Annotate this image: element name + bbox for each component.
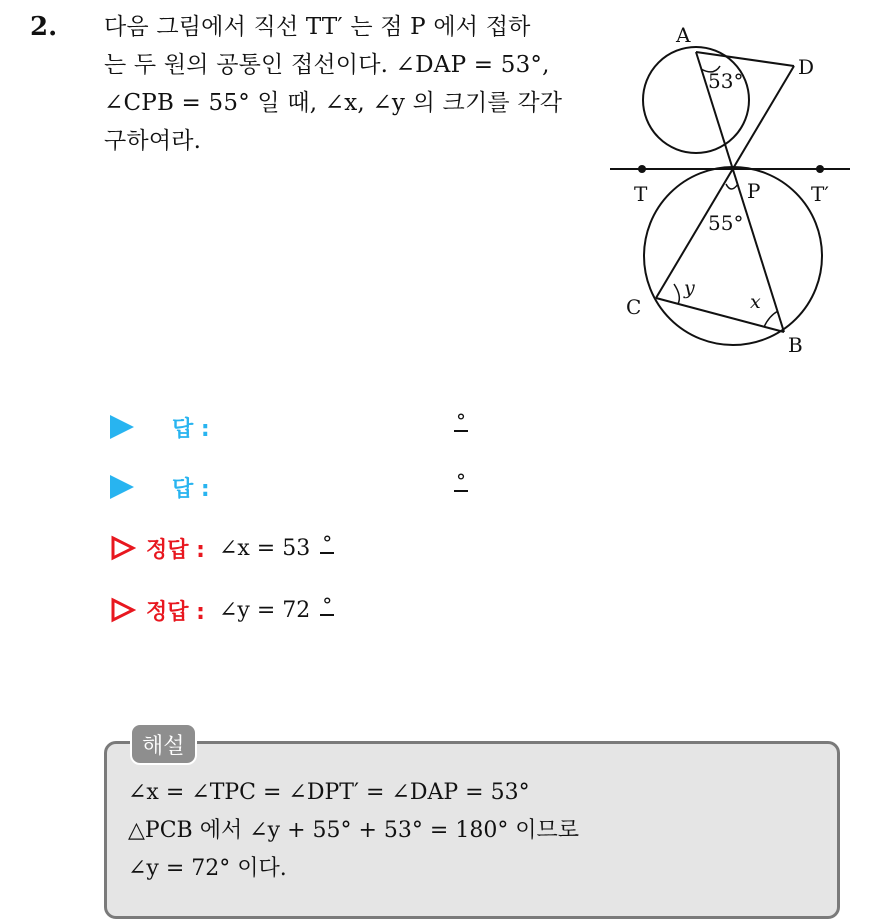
arc-angle-cpb	[726, 184, 738, 189]
geometry-figure	[604, 14, 854, 364]
explanation-line: △PCB 에서 ∠y + 55° + 53° = 180° 이므로	[128, 818, 580, 843]
solution-degree: °	[322, 593, 333, 617]
line-dc	[656, 66, 794, 298]
solution-label: 정답 :	[146, 537, 205, 563]
answer-blank-degree[interactable]: °	[456, 469, 466, 493]
explanation-tab: 해설	[130, 723, 197, 765]
explanation-line: ∠x = ∠TPC = ∠DPT′ = ∠DAP = 53°	[128, 780, 530, 805]
answer-blank-degree[interactable]: °	[456, 409, 466, 433]
explanation-text	[128, 774, 579, 888]
solution-value: ∠x = 53	[218, 535, 311, 561]
arc-angle-x	[764, 311, 778, 327]
label-d: D	[798, 55, 815, 79]
label-c: C	[626, 295, 642, 319]
question-line: ∠CPB = 55° 일 때, ∠x, ∠y 의 크기를 각각	[104, 90, 563, 116]
answer-marker-icon	[110, 415, 134, 439]
upper-circle	[643, 47, 749, 153]
label-t-prime: T′	[811, 182, 829, 206]
question-line: 는 두 원의 공통인 접선이다. ∠DAP = 53°,	[104, 52, 550, 78]
answer-row-1	[110, 410, 210, 444]
tangent-circles-diagram	[604, 14, 854, 364]
point-t-prime	[816, 165, 824, 173]
solution-marker-icon	[110, 535, 136, 561]
answer-row-2	[110, 470, 210, 504]
answer-marker-icon	[110, 475, 134, 499]
question-line: 구하여라.	[104, 128, 202, 154]
label-x: x	[750, 291, 761, 313]
solution-marker-icon	[110, 597, 136, 623]
question-line: 다음 그림에서 직선 TT′ 는 점 P 에서 접하	[104, 14, 531, 40]
question-text	[104, 8, 584, 160]
solution-degree: °	[322, 531, 333, 555]
label-p: P	[747, 179, 761, 203]
answer-label: 답 :	[172, 416, 210, 442]
point-t	[638, 165, 646, 173]
explanation-line: ∠y = 72° 이다.	[128, 856, 287, 881]
solution-row-1	[110, 530, 334, 566]
solution-label: 정답 :	[146, 599, 205, 625]
arc-angle-y	[674, 284, 679, 304]
label-angle-cpb: 55°	[708, 211, 744, 235]
label-t: T	[634, 182, 648, 206]
line-ab	[696, 52, 784, 332]
solution-value: ∠y = 72	[218, 597, 311, 623]
question-number: 2.	[30, 12, 58, 42]
segment-ad	[696, 52, 794, 66]
label-b: B	[788, 333, 803, 357]
label-angle-dap: 53°	[708, 69, 744, 93]
label-y: y	[684, 277, 695, 299]
answer-label: 답 :	[172, 476, 210, 502]
solution-row-2	[110, 592, 334, 628]
label-a: A	[676, 23, 691, 47]
